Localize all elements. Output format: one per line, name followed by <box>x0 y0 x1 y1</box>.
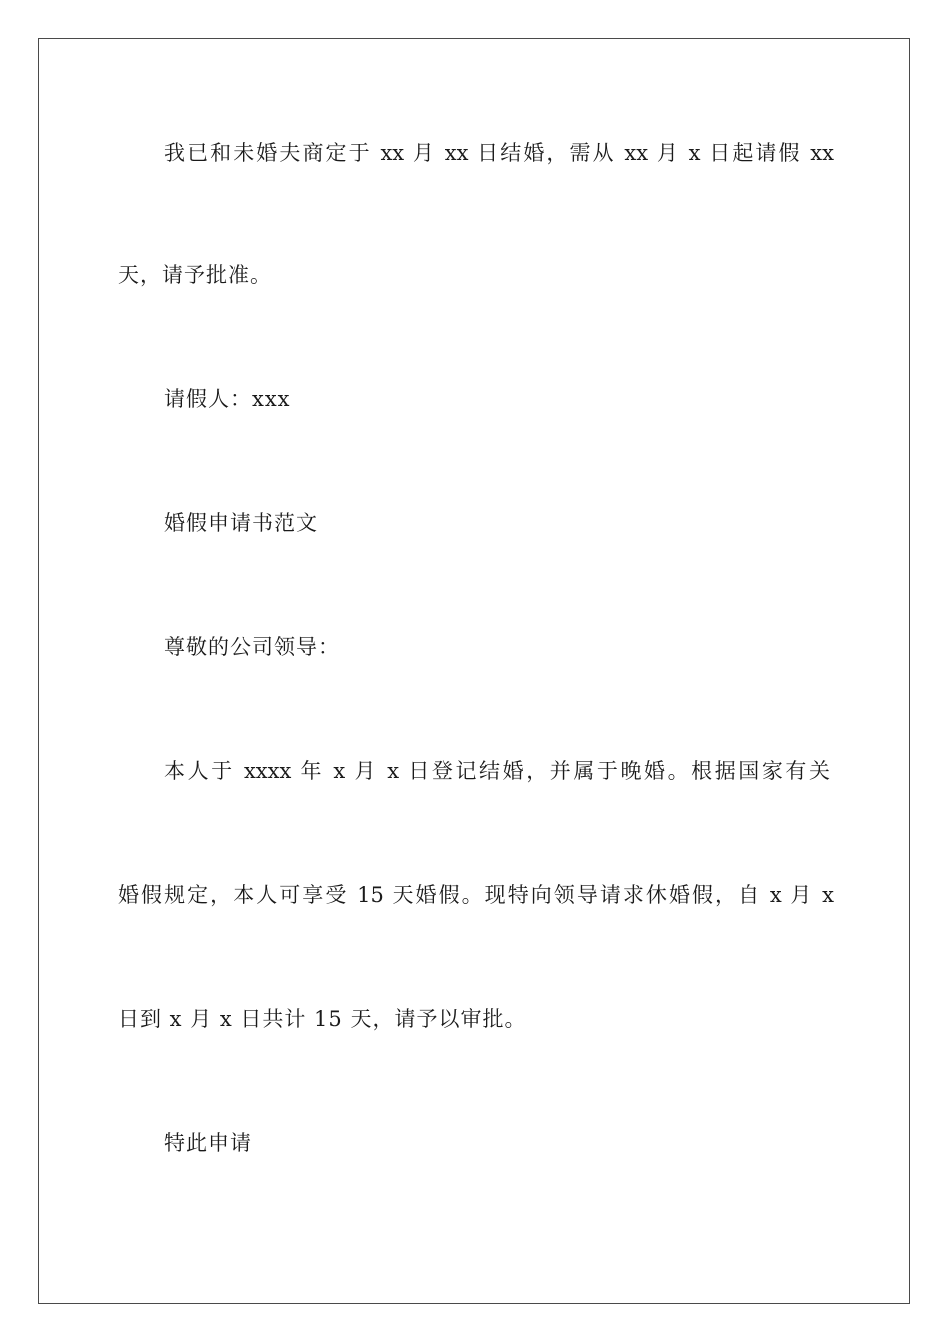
page-border <box>38 38 910 1304</box>
applicant-line: 请假人：xxx <box>164 387 291 411</box>
salutation: 尊敬的公司领导： <box>164 635 340 659</box>
closing-line: 特此申请 <box>164 1131 252 1155</box>
paragraph-line-2: 天，请予批准。 <box>118 263 272 287</box>
section-heading: 婚假申请书范文 <box>164 511 318 535</box>
paragraph-line-4: 婚假规定，本人可享受 15 天婚假。现特向领导请求休婚假，自 x 月 x <box>118 883 834 907</box>
paragraph-line-3: 本人于 xxxx 年 x 月 x 日登记结婚，并属于晚婚。根据国家有关 <box>164 759 830 783</box>
paragraph-line-5: 日到 x 月 x 日共计 15 天，请予以审批。 <box>118 1007 527 1031</box>
paragraph-line-1: 我已和未婚夫商定于 xx 月 xx 日结婚，需从 xx 月 x 日起请假 xx <box>164 141 834 165</box>
